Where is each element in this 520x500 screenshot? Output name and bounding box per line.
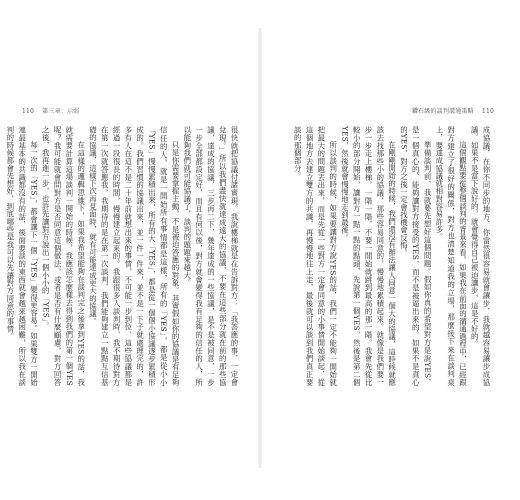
paragraph: 這個觀點要從整個談判的背景來看。如果我在前面的溝通過程中，已經跟對方建立了很好的關係，對方也清楚知道我的立場，那麼接下來在談判桌上，要達成協議就相對容易許多。 (434, 126, 468, 386)
left-page (0, 0, 258, 500)
paragraph: 很快就把協議付諸實現。我說樓梯就是在告訴對方：「我答應的事，一定會兌現。」所以我們盡快就達成遠大的協議，不要在這些部分就在前的那些協議，達成的協議，三步再二下，幾年達成的一些協議，是不是被同意，一步一步全部都設定好，而且有何以後，對方就會變得我有足夠的信任的人，所以能夠我們就可能協議了，談判的題題來越大。 (182, 126, 239, 386)
paragraph: 每一次的「YES」，都會讓下一個「YES」變得更容易。如果雙方一開始連最基本的共識都沒有的話，後面要談的東西就會越來越困難，所以我在談判的時候都會先想好，到底哪些是我可以先讓對方同意的事情。 (5, 126, 39, 386)
right-running-header (412, 106, 500, 115)
right-page (262, 0, 520, 500)
left-body-text (5, 126, 240, 386)
right-body-text (274, 126, 492, 386)
left-running-header (22, 106, 85, 115)
right-running-head: 鑽石級的談判溝通策略 (411, 108, 474, 115)
paragraph: 在剛剛開始的時候，我們還沒有辦法讓人同意一個大的協議，這時候就應該去找那些小的協議，那些容易同意的，慢慢地累積起來。就像是我們要一步一步走上樓梯，一階一階，不要一開始就跳到最高的那一階。我會先從比較小的部分開始，讓對方一點一點的點頭，先說第一個YES，然後是第二個YES，然後就會慢慢地走到最後。 (340, 126, 397, 386)
right-page-number: 110 (481, 108, 494, 115)
left-page-number: 110 (22, 108, 35, 115)
paragraph: 在這樣的邏輯思維下，如果我希望能夠在談判完之後拿到YES的話，我就需要計算這場談判一開始的時候，我應該怎麼樣去得到我們的第一個YES呢？我可能就會問對方是否同意這個做法，或者是否有什麼顧慮，對方回答之後，我再進一步，也許先讓對方說出一個小小的「YES」。 (41, 126, 86, 386)
paragraph: 成協議，在你不同步的地方，你當然很容易就會讓步，我就越容易讓步成協議。如果不是當下說好的，就會覺得自己被迫讓步，這是不好的。 (470, 126, 491, 386)
left-running-head: 第三章：示弱 (42, 108, 80, 115)
paragraph: 所以談判的時候，如果要讓對方說YES的話，我們一定不能夠一開始就把最大的問題丟出來，而是先從一些對方一定會同意的小事情開始談起，從這個地方去建立雙方的共識，再慢慢地往上走，最後就可以談到我們真正要談的那個部分。 (293, 126, 338, 386)
paragraph: 只是你需要掌握主動，不是被迫答應的對象。其實假如你的協議是有足夠信任的人，就是一開始所有事情都是這樣，所有的「YES」，都是從小小「YES」慢慢累積出來，所有的大「YES」，都是從一個個小協議逐步累積形成的。我們習慣的協議出來，並一件一件來，並不是一下子就處理完的，許多有人在這不是二十年前就想出來的事情，不可能一步到位，這些協議都是經過一段很長的時間，慢慢建立起來的。我跟很多人談判時，我不期待對方在第一次就答應我，我期待的是在第一次談判，我們能夠建立一點點互信基礎的協議，這樣下次再見面時，就有可能達成更大的協議。 (88, 126, 181, 386)
paragraph: 準備談判前，我就要先想好這個問題。假如你真的希望對方是說YES，是一個真心的、能夠讓對方接受的YES，而不是被逼出來的。如果不是真心的YES，對方之後一定會找機會反悔。 (399, 126, 433, 386)
